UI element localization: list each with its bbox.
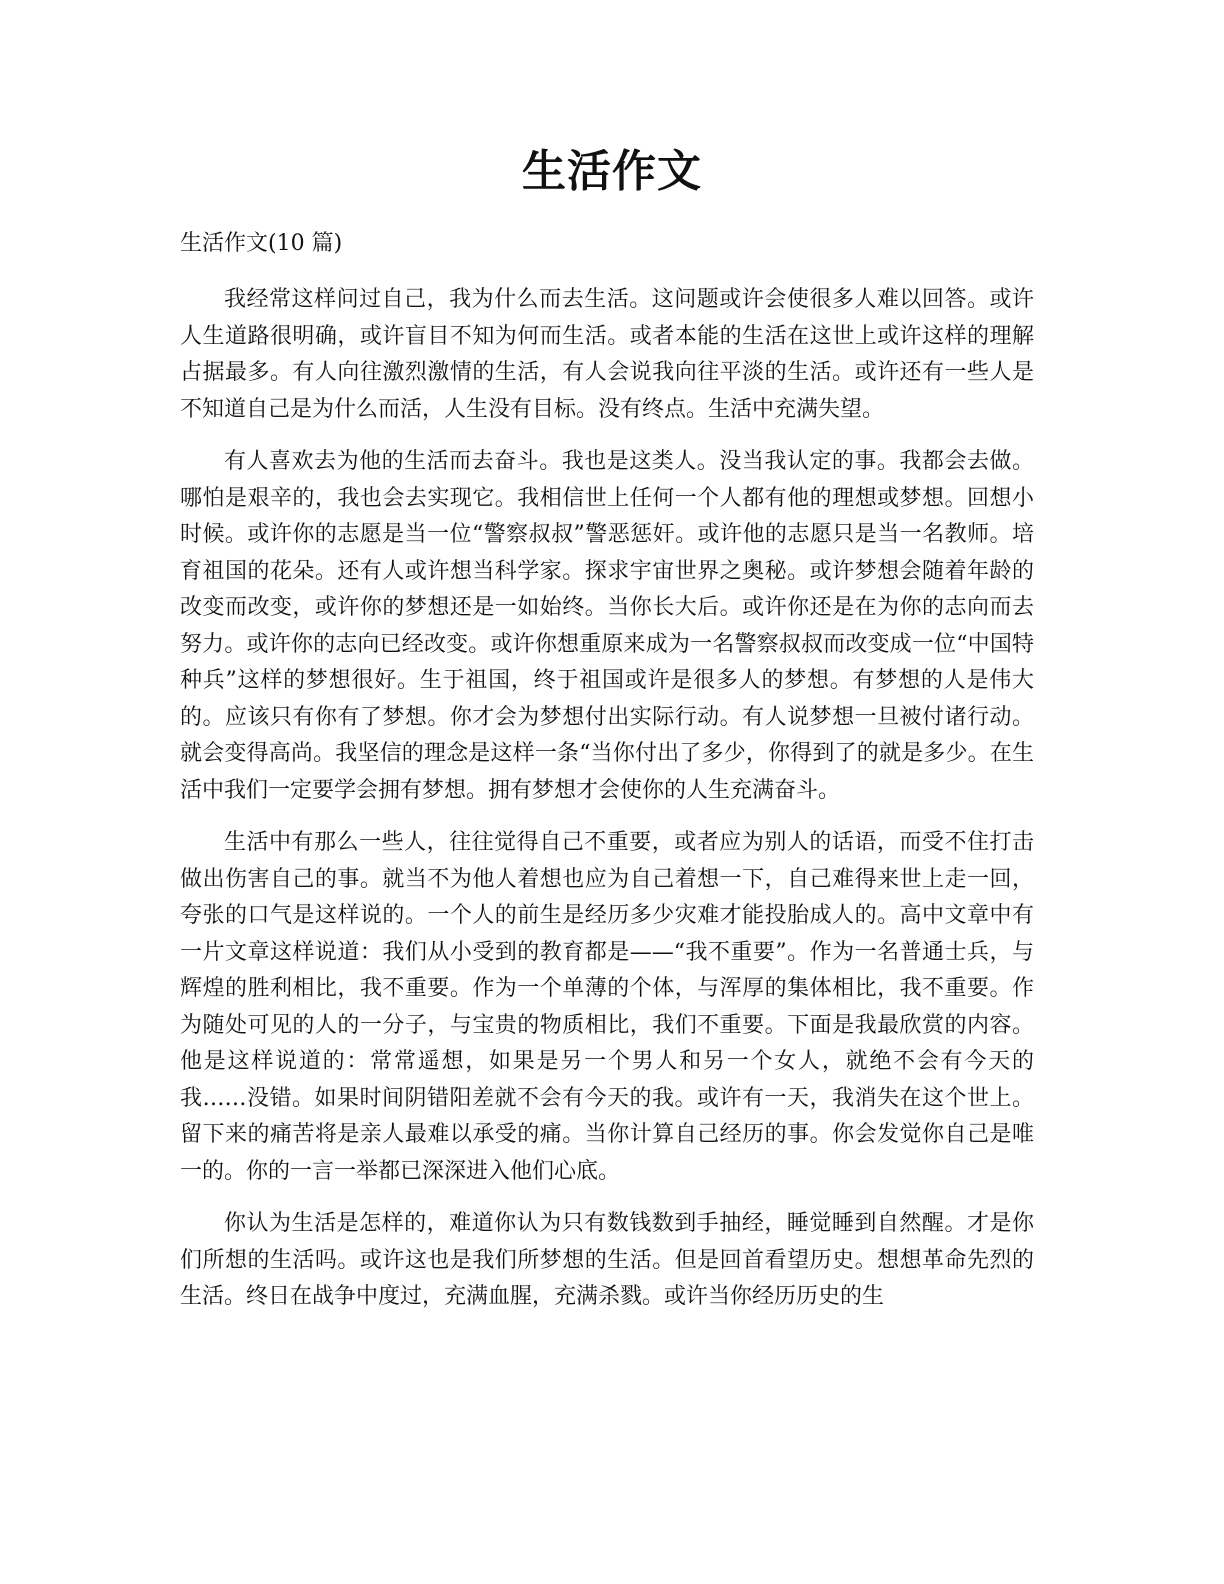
document-body [180, 282, 1034, 1332]
paragraph-2: 有人喜欢去为他的生活而去奋斗。我也是这类人。没当我认定的事。我都会去做。哪怕是艰辛的，我也会去实现它。我相信世上任何一个人都有他的理想或梦想。回想小时候。或许你的志愿是当一位“警察叔叔”警恶惩奸。或许他的志愿只是当一名教师。培育祖国的花朵。还有人或许想当科学家。探求宇宙世界之奥秘。或许梦想会随着年龄的改变而改变，或许你的梦想还是一如始终。当你长大后。或许你还是在为你的志向而去努力。或许你的志向已经改变。或许你想重原来成为一名警察叔叔而改变成一位“中国特种兵”这样的梦想很好。生于祖国，终于祖国或许是很多人的梦想。有梦想的人是伟大的。应该只有你有了梦想。你才会为梦想付出实际行动。有人说梦想一旦被付诸行动。就会变得高尚。我坚信的理念是这样一条“当你付出了多少，你得到了的就是多少。在生活中我们一定要学会拥有梦想。拥有梦想才会使你的人生充满奋斗。 [180, 449, 1034, 803]
paragraph-3: 生活中有那么一些人，往往觉得自己不重要，或者应为别人的话语，而受不住打击做出伤害自己的事。就当不为他人着想也应为自己着想一下，自己难得来世上走一回，夸张的口气是这样说的。一个人的前生是经历多少灾难才能投胎成人的。高中文章中有一片文章这样说道：我们从小受到的教育都是——“我不重要”。作为一名普通士兵，与辉煌的胜利相比，我不重要。作为一个单薄的个体，与浑厚的集体相比，我不重要。作为随处可见的人的一分子，与宝贵的物质相比，我们不重要。下面是我最欣赏的内容。他是这样说道的：常常遥想，如果是另一个男人和另一个女人，就绝不会有今天的我……没错。如果时间阴错阳差就不会有今天的我。或许有一天，我消失在这个世上。留下来的痛苦将是亲人最难以承受的痛。当你计算自己经历的事。你会发觉你自己是唯一的。你的一言一举都已深深进入他们心底。 [180, 830, 1034, 1184]
paragraph-4: 你认为生活是怎样的，难道你认为只有数钱数到手抽经，睡觉睡到自然醒。才是你们所想的生活吗。或许这也是我们所梦想的生活。但是回首看望历史。想想革命先烈的生活。终日在战争中度过，充满血腥，充满杀戮。或许当你经历历史的生 [180, 1211, 1034, 1309]
document-title: 生活作文 [522, 146, 702, 197]
document-subtitle: 生活作文(10 篇) [180, 231, 343, 256]
paragraph-1: 我经常这样问过自己，我为什么而去生活。这问题或许会使很多人难以回答。或许人生道路很明确，或许盲目不知为何而生活。或者本能的生活在这世上或许这样的理解占据最多。有人向往激烈激情的生活，有人会说我向往平淡的生活。或许还有一些人是不知道自己是为什么而活，人生没有目标。没有终点。生活中充满失望。 [180, 287, 1034, 422]
